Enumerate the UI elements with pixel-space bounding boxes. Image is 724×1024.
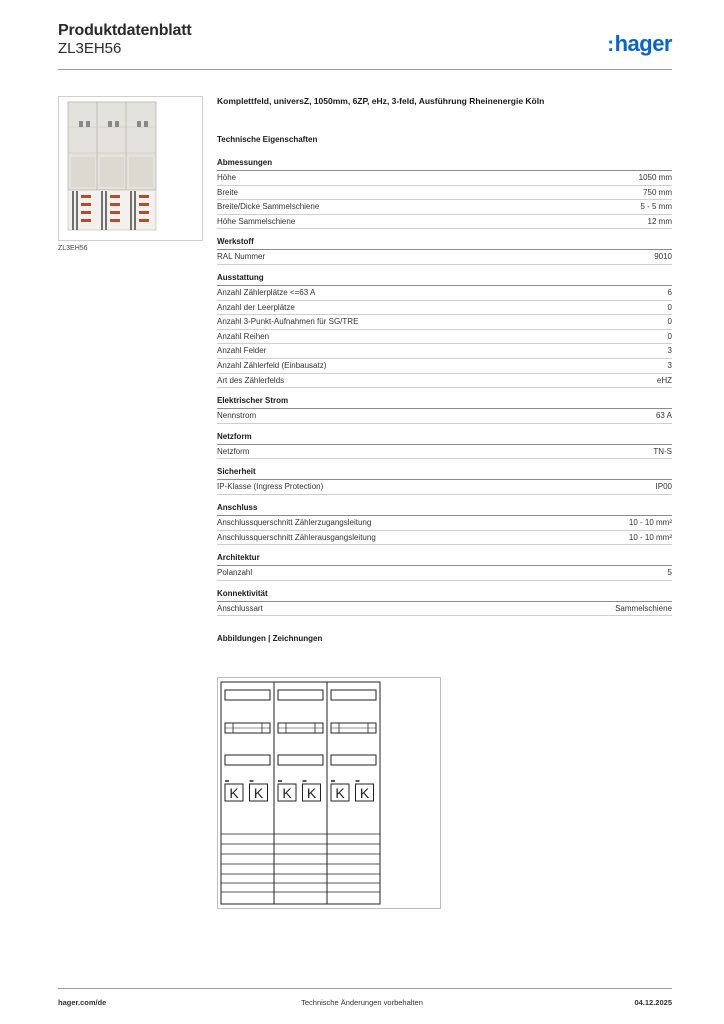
spec-label: Netzform <box>217 446 250 456</box>
spec-value: 6 <box>667 287 672 297</box>
spec-value: 5 - 5 mm <box>640 202 672 212</box>
spec-label: Anzahl Felder <box>217 346 267 356</box>
spec-label: Anzahl Zählerplätze <=63 A <box>217 287 316 297</box>
spec-row <box>217 171 672 186</box>
meter-k-label: K <box>335 785 345 801</box>
section-title: Sicherheit <box>217 467 672 480</box>
spec-value: 10 - 10 mm² <box>628 517 672 527</box>
spec-label: Breite/Dicke Sammelschiene <box>217 202 320 212</box>
product-code: ZL3EH56 <box>58 40 122 57</box>
section-title: Architektur <box>217 553 672 566</box>
spec-label: RAL Nummer <box>217 252 266 262</box>
header-divider <box>58 69 672 70</box>
spec-value: 10 - 10 mm² <box>628 532 672 542</box>
spec-row <box>217 315 672 330</box>
meter-cover-plate <box>331 755 376 765</box>
logo-colon: : <box>607 34 614 56</box>
spec-row <box>217 602 672 617</box>
spec-label: Anschlussquerschnitt Zählerausgangsleitung <box>217 532 376 542</box>
spec-row <box>217 566 672 581</box>
spec-row <box>217 286 672 301</box>
spec-label: Anzahl 3-Punkt-Aufnahmen für SG/TRE <box>217 317 359 327</box>
spec-value: 5 <box>667 568 672 578</box>
spec-label: Anzahl Zählerfeld (Einbausatz) <box>217 360 327 370</box>
spec-row <box>217 250 672 265</box>
product-image <box>58 96 203 241</box>
spec-value: 9010 <box>654 252 672 262</box>
section-title: Netzform <box>217 432 672 445</box>
spec-value: 63 A <box>655 411 672 421</box>
meter-k-label: K <box>253 785 264 801</box>
section-title: Ausstattung <box>217 273 672 286</box>
spec-value: 1050 mm <box>638 173 672 182</box>
spec-value: 0 <box>667 317 672 327</box>
section-title: Elektrischer Strom <box>217 396 672 409</box>
spec-label: Höhe Sammelschiene <box>217 216 296 226</box>
spec-content <box>217 96 672 643</box>
product-photo-illustration <box>59 97 202 240</box>
spec-row <box>217 445 672 460</box>
top-cover-plate <box>225 690 270 700</box>
top-cover-plate <box>278 690 323 700</box>
meter-cover-plate <box>278 755 323 765</box>
spec-label: IP-Klasse (Ingress Protection) <box>217 482 324 492</box>
spec-value: eHZ <box>656 375 672 385</box>
spec-label: Polanzahl <box>217 568 253 578</box>
spec-value: 3 <box>667 346 672 356</box>
spec-label: Nennstrom <box>217 411 257 421</box>
spec-label: Breite <box>217 187 238 197</box>
meter-k-label: K <box>229 785 239 801</box>
spec-sections <box>217 158 672 616</box>
section-title: Abmessungen <box>217 158 672 171</box>
spec-row <box>217 200 672 215</box>
spec-row <box>217 531 672 546</box>
spec-row <box>217 359 672 374</box>
spec-value: Sammelschiene <box>615 603 672 613</box>
spec-row <box>217 186 672 201</box>
spec-value: 3 <box>667 360 672 370</box>
product-headline: Komplettfeld, universZ, 1050mm, 6ZP, eHz, 3-feld, Ausführung Rheinenergie Köln <box>217 96 545 106</box>
spec-row <box>217 516 672 531</box>
spec-label: Höhe <box>217 173 237 182</box>
meter-k-label: K <box>359 785 370 801</box>
spec-value: 0 <box>667 331 672 341</box>
drawings-heading: Abbildungen | Zeichnungen <box>217 634 323 644</box>
spec-label: Anzahl Reihen <box>217 331 270 341</box>
footer-divider <box>58 988 672 989</box>
drawing-outline <box>221 682 380 904</box>
hager-logo[interactable] <box>607 31 672 57</box>
spec-label: Art des Zählerfelds <box>217 375 285 385</box>
meter-cover-plate <box>225 755 270 765</box>
image-caption: ZL3EH56 <box>58 245 88 252</box>
spec-label: Anzahl der Leerplätze <box>217 302 295 312</box>
spec-row <box>217 374 672 389</box>
meter-k-label: K <box>282 785 292 801</box>
spec-value: 0 <box>667 302 672 312</box>
drawing-svg <box>218 678 440 908</box>
spec-value: TN-S <box>653 446 672 456</box>
meter-k-label: K <box>306 785 317 801</box>
section-title: Konnektivität <box>217 589 672 602</box>
spec-value: 750 mm <box>643 187 672 197</box>
spec-row <box>217 409 672 424</box>
footer-disclaimer: Technische Änderungen vorbehalten <box>301 998 423 1007</box>
logo-text: hager <box>614 31 672 56</box>
page-title: Produktdatenblatt <box>58 22 192 39</box>
spec-row <box>217 301 672 316</box>
spec-label: Anschlussart <box>217 603 263 613</box>
footer-website[interactable]: hager.com/de <box>58 998 107 1007</box>
spec-row <box>217 480 672 495</box>
spec-value: 12 mm <box>647 216 672 226</box>
spec-value: IP00 <box>655 482 672 492</box>
spec-row <box>217 330 672 345</box>
top-cover-plate <box>331 690 376 700</box>
section-title: Anschluss <box>217 503 672 516</box>
spec-label: Anschlussquerschnitt Zählerzugangsleitung <box>217 517 372 527</box>
footer-date: 04.12.2025 <box>634 998 672 1007</box>
spec-row <box>217 344 672 359</box>
section-title: Werkstoff <box>217 237 672 250</box>
spec-row <box>217 215 672 230</box>
technical-drawing <box>217 677 441 909</box>
tech-heading: Technische Eigenschaften <box>217 135 318 144</box>
